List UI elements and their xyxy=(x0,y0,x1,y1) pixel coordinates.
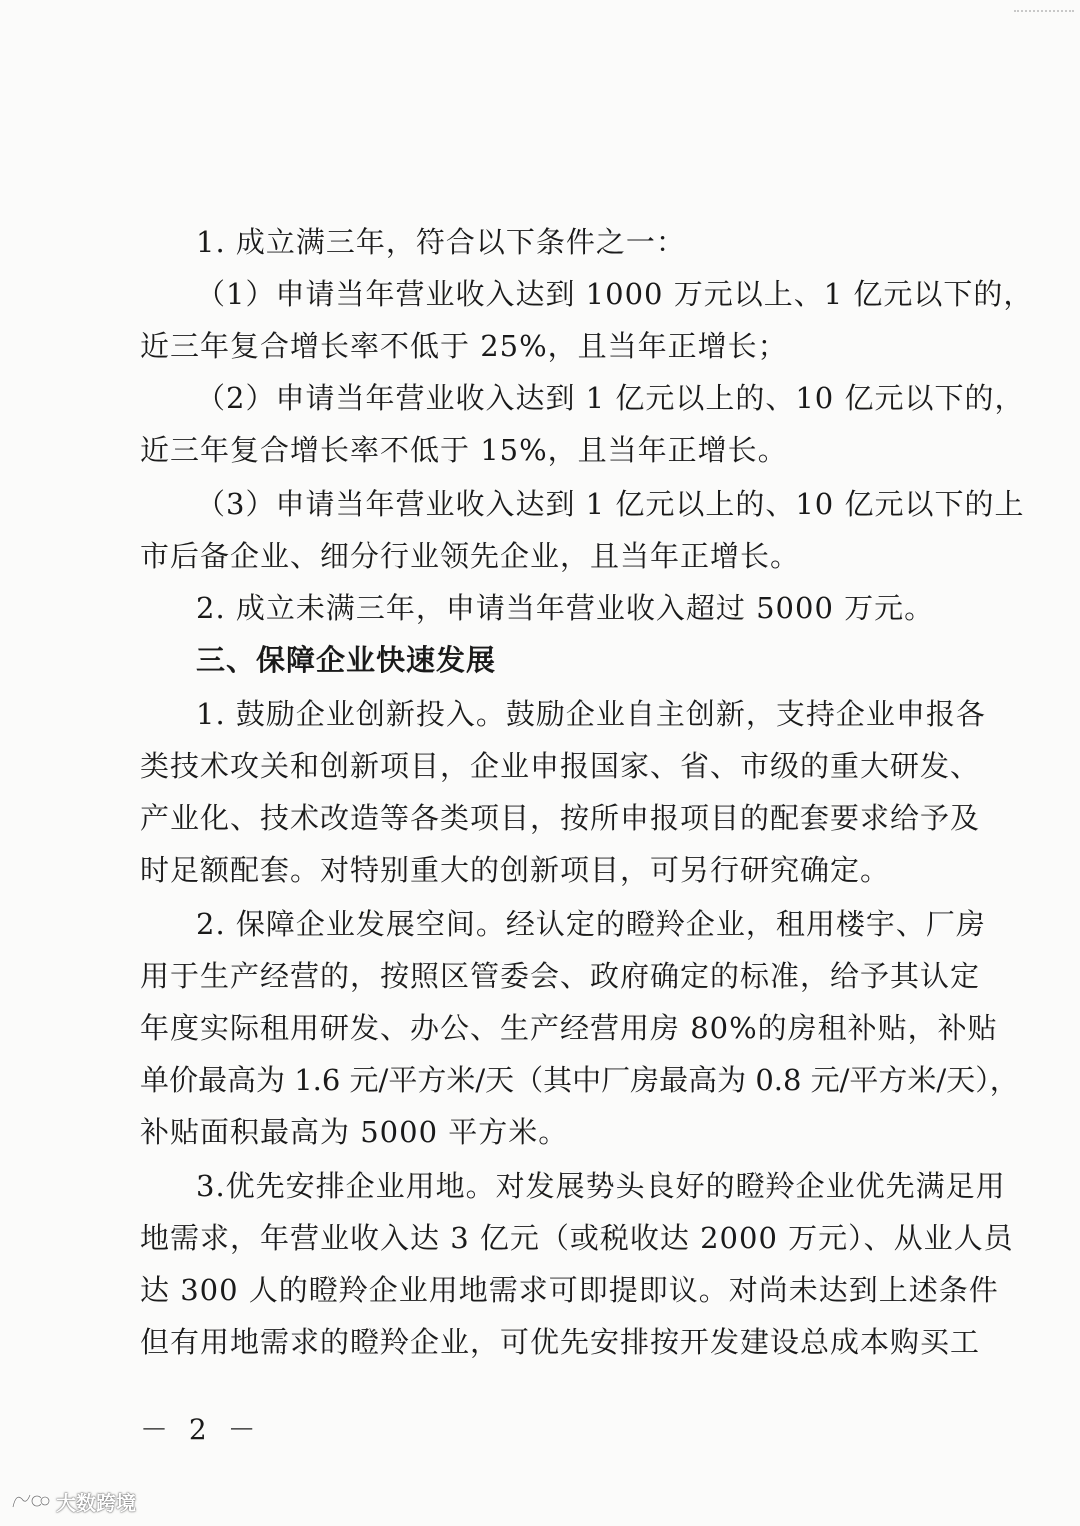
text-line: （2）申请当年营业收入达到 1 亿元以上的、10 亿元以下的， xyxy=(196,381,1025,415)
section-heading: 三、保障企业快速发展 xyxy=(196,643,497,677)
text-line: 补贴面积最高为 5000 平方米。 xyxy=(140,1115,569,1149)
text-line: 2. 成立未满三年，申请当年营业收入超过 5000 万元。 xyxy=(196,591,935,625)
text-line: 1. 成立满三年，符合以下条件之一： xyxy=(196,225,686,259)
scan-corner-mark xyxy=(1014,10,1074,16)
text-line: 地需求，年营业收入达 3 亿元（或税收达 2000 万元）、从业人员 xyxy=(140,1221,1014,1255)
text-line: 用于生产经营的，按照区管委会、政府确定的标准，给予其认定 xyxy=(140,959,981,993)
watermark xyxy=(10,1486,136,1516)
text-line: （1）申请当年营业收入达到 1000 万元以上、1 亿元以下的， xyxy=(196,277,1034,311)
text-line: 3.优先安排企业用地。对发展势头良好的瞪羚企业优先满足用 xyxy=(196,1169,1006,1203)
text-line: 2. 保障企业发展空间。经认定的瞪羚企业，租用楼宇、厂房 xyxy=(196,907,986,941)
watermark-text: 大数跨境 xyxy=(56,1490,136,1515)
text-line: （3）申请当年营业收入达到 1 亿元以上的、10 亿元以下的上 xyxy=(196,487,1025,521)
text-line: 时足额配套。对特别重大的创新项目，可另行研究确定。 xyxy=(140,853,891,887)
text-line: 1. 鼓励企业创新投入。鼓励企业自主创新，支持企业申报各 xyxy=(196,697,986,731)
text-line: 年度实际租用研发、办公、生产经营用房 80%的房租补贴，补贴 xyxy=(140,1011,998,1045)
text-line: 类技术攻关和创新项目，企业申报国家、省、市级的重大研发、 xyxy=(140,749,981,783)
text-line: 近三年复合增长率不低于 15%，且当年正增长。 xyxy=(140,433,788,467)
text-line: 达 300 人的瞪羚企业用地需求可即提即议。对尚未达到上述条件 xyxy=(140,1273,999,1307)
watermark-logo-icon xyxy=(10,1489,50,1513)
page-number: － 2 － xyxy=(140,1413,262,1446)
text-line: 市后备企业、细分行业领先企业，且当年正增长。 xyxy=(140,539,801,573)
text-line: 单价最高为 1.6 元/平方米/天（其中厂房最高为 0.8 元/平方米/天）， xyxy=(140,1063,1019,1097)
text-line: 近三年复合增长率不低于 25%，且当年正增长； xyxy=(140,329,788,363)
text-line: 但有用地需求的瞪羚企业，可优先安排按开发建设总成本购买工 xyxy=(140,1325,981,1359)
text-line: 产业化、技术改造等各类项目，按所申报项目的配套要求给予及 xyxy=(140,801,981,835)
